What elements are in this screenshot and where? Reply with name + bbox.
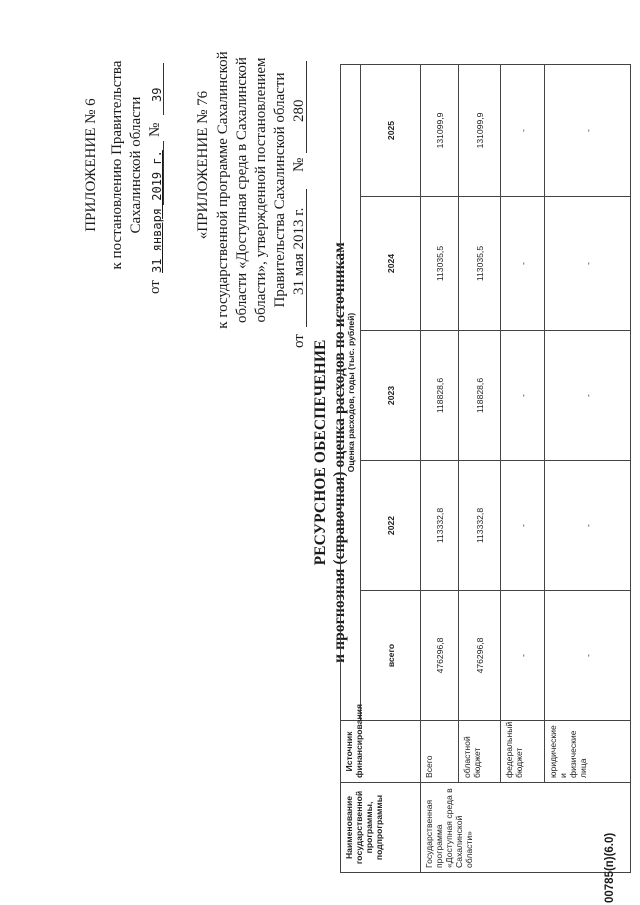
value-cell: 118828,6	[459, 331, 501, 461]
prior-appendix-number-label: №	[291, 157, 307, 172]
resolution-date-line	[163, 141, 164, 205]
document-title: РЕСУРСНОЕ ОБЕСПЕЧЕНИЕ	[312, 339, 329, 566]
table-row	[545, 65, 631, 873]
year-header-2024: 2024	[361, 197, 421, 331]
prior-appendix-date: 31 мая 2013 г.	[291, 207, 307, 295]
funding-source-header: Источник финансирования	[341, 721, 421, 783]
value-cell: -	[501, 591, 545, 721]
value-cell: 113332,8	[421, 461, 459, 591]
funding-source-cell: федеральный бюджет	[501, 721, 545, 783]
value-cell: -	[545, 461, 631, 591]
value-cell: 131099,9	[421, 65, 459, 197]
resolution-date: 31 января 2019 г.	[150, 150, 164, 273]
resolution-number-label: №	[147, 122, 163, 137]
prior-appendix-date-label: от	[291, 334, 307, 348]
value-cell: -	[501, 197, 545, 331]
form-code: 00785(п)(6.0)	[604, 832, 616, 903]
prior-appendix-line-3: области», утвержденной постановлением	[253, 57, 269, 323]
value-cell: -	[501, 461, 545, 591]
value-cell: -	[545, 197, 631, 331]
resolution-number-line	[163, 63, 164, 115]
value-cell: 113332,8	[459, 461, 501, 591]
value-cell: 131099,9	[459, 65, 501, 197]
value-cell: 476296,8	[459, 591, 501, 721]
table-row	[459, 65, 501, 873]
year-header-total: всего	[361, 591, 421, 721]
resolution-number: 39	[150, 87, 164, 102]
value-cell: 118828,6	[421, 331, 459, 461]
year-header-2022: 2022	[361, 461, 421, 591]
table-row	[501, 65, 545, 873]
value-cell: -	[501, 65, 545, 197]
appendix-title: ПРИЛОЖЕНИЕ № 6	[83, 98, 99, 232]
funding-source-cell: Всего	[421, 721, 459, 783]
prior-appendix-line-2: области «Доступная среда в Сахалинской	[234, 57, 250, 323]
funding-source-cell: областной бюджет	[459, 721, 501, 783]
value-cell: -	[545, 591, 631, 721]
year-header-2025: 2025	[361, 65, 421, 197]
expense-estimate-header: Оценка расходов, годы (тыс. рублей)	[341, 65, 361, 721]
resolution-line-1: к постановлению Правительства	[109, 60, 125, 270]
prior-appendix-title: «ПРИЛОЖЕНИЕ № 76	[195, 90, 211, 240]
prior-appendix-line-1: к государственной программе Сахалинской	[215, 51, 231, 329]
table-row	[421, 65, 459, 873]
prior-appendix-number: 280	[291, 99, 307, 122]
program-name-header: Наименование государственной программы, подпрограммы	[341, 783, 421, 873]
value-cell: -	[501, 331, 545, 461]
value-cell: 113035,5	[459, 197, 501, 331]
prior-appendix-line-4: Правительства Сахалинской области	[272, 72, 288, 308]
value-cell: 476296,8	[421, 591, 459, 721]
value-cell: 113035,5	[421, 197, 459, 331]
program-name-cell: Государственная программа «Доступная среда в Сахалинской области»	[421, 783, 631, 873]
resolution-line-2: Сахалинской области	[128, 96, 144, 234]
resource-table	[340, 64, 631, 873]
funding-source-cell: юридические и физические лица	[545, 721, 631, 783]
document-subtitle: и прогнозная (справочная) оценка расходов по источникам	[331, 242, 348, 663]
year-header-2023: 2023	[361, 331, 421, 461]
value-cell: -	[545, 65, 631, 197]
value-cell: -	[545, 331, 631, 461]
resolution-date-label: от	[147, 280, 163, 294]
